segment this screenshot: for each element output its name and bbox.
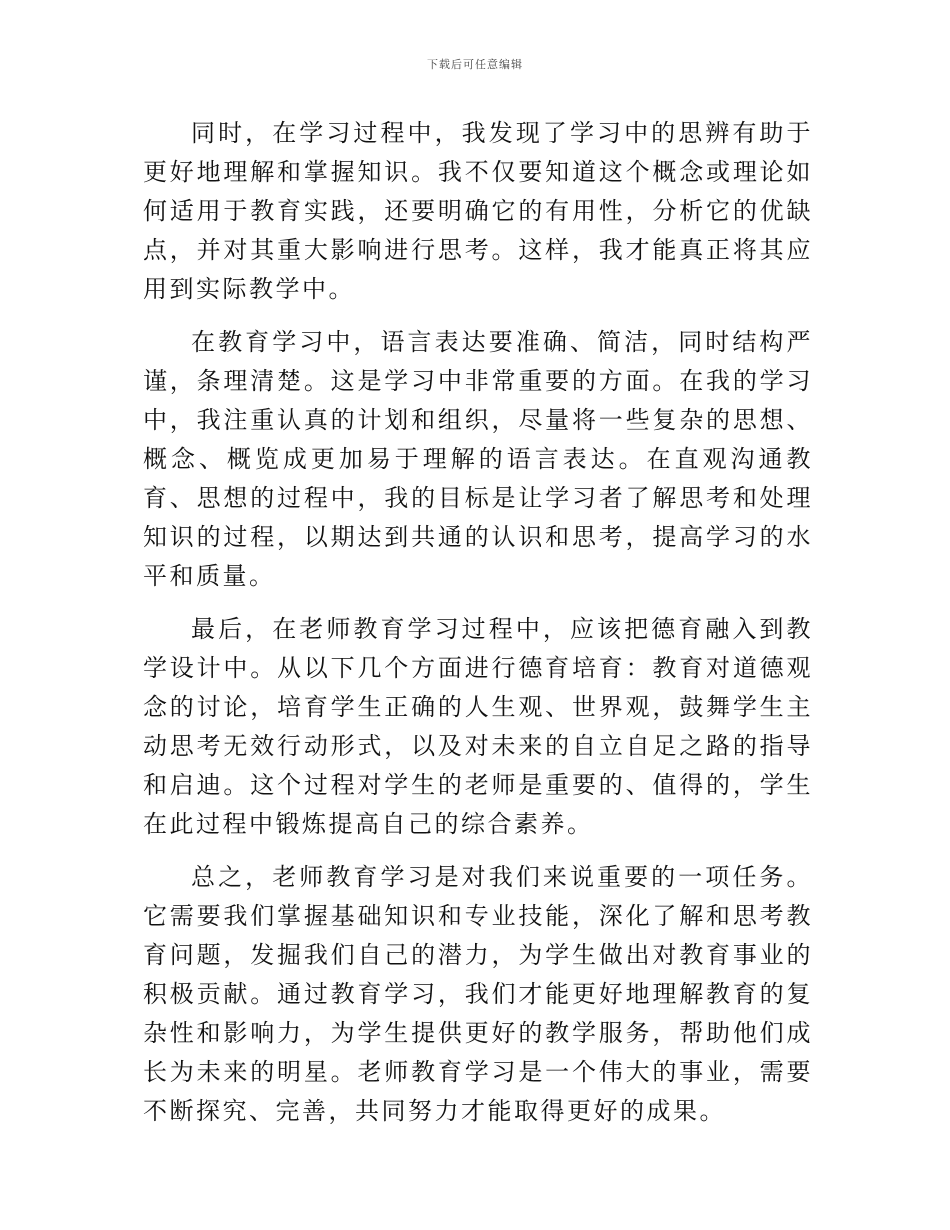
page-header: 下载后可任意编辑: [427, 58, 523, 71]
paragraph-4: 总之，老师教育学习是对我们来说重要的一项任务。它需要我们掌握基础知识和专业技能，深化了解和思考教育问题，发掘我们自己的潜力，为学生做出对教育事业的积极贡献。通过教育学习，我们才能更好地理解教育的复杂性和影响力，为学生提供更好的教学服务，帮助他们成长为未来的明星。老师教育学习是一个伟大的事业，需要不断探究、完善，共同努力才能取得更好的成果。: [143, 863, 813, 1125]
paragraph-2: 在教育学习中，语言表达要准确、简洁，同时结构严谨，条理清楚。这是学习中非常重要的方面。在我的学习中，我注重认真的计划和组织，尽量将一些复杂的思想、概念、概览成更加易于理解的语言表达。在直观沟通教育、思想的过程中，我的目标是让学习者了解思考和处理知识的过程，以期达到共通的认识和思考，提高学习的水平和质量。: [143, 328, 813, 590]
paragraph-1: 同时，在学习过程中，我发现了学习中的思辨有助于更好地理解和掌握知识。我不仅要知道这个概念或理论如何适用于教育实践，还要明确它的有用性，分析它的优缺点，并对其重大影响进行思考。这样，我才能真正将其应用到实际教学中。: [143, 119, 813, 303]
document-body: [143, 114, 813, 1145]
paragraph-3: 最后，在老师教育学习过程中，应该把德育融入到教学设计中。从以下几个方面进行德育培育：教育对道德观念的讨论，培育学生正确的人生观、世界观，鼓舞学生主动思考无效行动形式，以及对未来的自立自足之路的指导和启迪。这个过程对学生的老师是重要的、值得的，学生在此过程中锻炼提高自己的综合素养。: [143, 615, 813, 838]
